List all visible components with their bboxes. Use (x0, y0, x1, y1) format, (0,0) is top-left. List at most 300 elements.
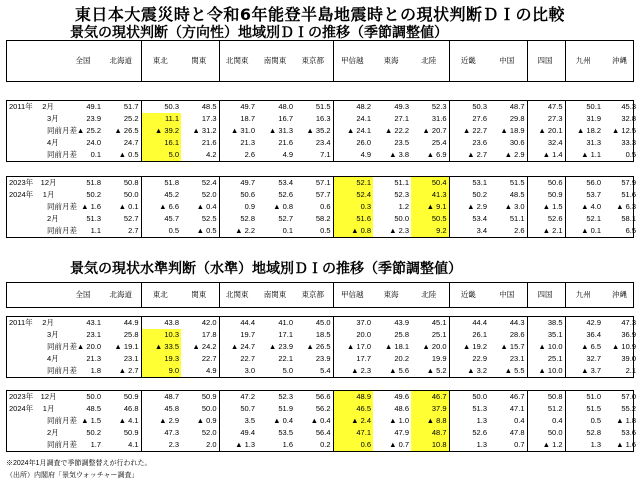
table-cell: ▲ 1.5 (527, 201, 565, 213)
table-cell: ▲ 20.7 (422, 126, 447, 135)
table-cell: ▲ 20.0 (422, 342, 447, 351)
table-cell: 22.9 (449, 353, 489, 365)
table-cell: 52.6 (449, 427, 489, 439)
table-row (7, 365, 638, 377)
table-cell: ▲ 2.7 (449, 149, 489, 161)
table-cell: 16.7 (278, 114, 293, 123)
table-cell: 23.1 (86, 330, 101, 339)
table-cell: 51.1 (394, 178, 409, 187)
table-cell: ▲ 4.1 (118, 416, 139, 425)
column-header: 南関東 (263, 56, 287, 65)
table-cell: 56.6 (315, 392, 331, 401)
row-label: 同前月差 (47, 416, 77, 425)
table-row (7, 403, 638, 415)
section-title-direction: 景気の現状判断（方向性）地域別ＤＩの推移（季節調整値） (70, 25, 448, 41)
table-cell: 57.1 (315, 178, 331, 187)
table-cell: 49.3 (394, 102, 409, 111)
table-cell: 48.6 (394, 404, 409, 413)
table-cell: 57.0 (621, 392, 636, 401)
table-cell: 50.0 (123, 190, 139, 199)
table-cell: 44.4 (219, 317, 257, 329)
table-cell: ▲ 3.2 (449, 365, 489, 377)
table-cell: 50.8 (123, 178, 139, 187)
table-cell: 30.6 (509, 138, 525, 147)
table-cell: ▲ 2.9 (449, 201, 489, 213)
table-cell: 0.9 (219, 201, 257, 213)
table-cell: ▲ 0.4 (196, 202, 217, 211)
table-cell: ▲ 2.2 (219, 225, 257, 237)
table-cell: 20.2 (394, 354, 409, 363)
table-cell: 50.8 (527, 391, 565, 403)
table-cell: 0.4 (514, 416, 525, 425)
table-cell: 18.5 (315, 330, 331, 339)
table-cell: 52.0 (201, 190, 217, 199)
table-cell: 9.2 (411, 225, 449, 237)
table-cell: ▲ 6.9 (426, 150, 447, 159)
table-cell: 2.6 (514, 226, 525, 235)
table-cell: 53.6 (621, 428, 636, 437)
section-title-level: 景気の現状水準判断（水準）地域別ＤＩの推移（季節調整値） (70, 261, 462, 277)
table-cell: ▲ 5.2 (426, 366, 447, 375)
table-cell: ▲ 1.5 (81, 416, 101, 425)
table-cell: 45.3 (621, 102, 636, 111)
table-cell: 0.4 (527, 415, 565, 427)
table-cell: ▲ 39.2 (141, 125, 181, 137)
table-cell: 4.9 (333, 149, 373, 161)
table-cell: 24.7 (123, 138, 139, 147)
column-header: 北陸 (421, 290, 437, 299)
table-cell: 51.0 (565, 391, 603, 403)
table-cell: ▲ 24.1 (333, 125, 373, 137)
table-cell: ▲ 6.3 (616, 202, 636, 211)
table-cell: 49.4 (219, 427, 257, 439)
table-cell: 5.0 (141, 149, 181, 161)
table-row (7, 317, 638, 329)
row-label: 4月 (47, 354, 59, 363)
table-cell: 25.8 (394, 330, 409, 339)
table-cell: 1.2 (398, 202, 409, 211)
table-cell: 58.2 (315, 214, 331, 223)
table-cell: 50.2 (449, 189, 489, 201)
table-row (7, 113, 638, 125)
table-cell: 21.6 (201, 138, 217, 147)
table-cell: 50.9 (123, 428, 139, 437)
column-header: 中国 (499, 290, 515, 299)
table-cell: 51.5 (315, 102, 331, 111)
table-cell: 50.9 (527, 189, 565, 201)
table-cell: ▲ 35.2 (306, 126, 331, 135)
table-cell: 23.9 (315, 354, 331, 363)
level-block-2011 (6, 316, 634, 378)
table-cell: ▲ 2.7 (118, 366, 139, 375)
table-cell: 52.7 (278, 214, 293, 223)
table-cell: 57.9 (621, 178, 636, 187)
table-cell: 21.3 (86, 354, 101, 363)
table-row (7, 213, 638, 225)
table-cell: 20.0 (333, 329, 373, 341)
table-cell: 51.6 (333, 213, 373, 225)
table-cell: 56.2 (315, 404, 331, 413)
table-cell: ▲ 1.1 (565, 149, 603, 161)
table-cell: ▲ 0.4 (310, 416, 331, 425)
column-header: 四国 (527, 41, 565, 81)
table-cell: 19.7 (219, 329, 257, 341)
column-header: 中国 (499, 56, 515, 65)
row-label: 同前月差 (47, 342, 77, 351)
table-cell: 52.6 (278, 190, 293, 199)
table-cell: 25.8 (123, 330, 139, 339)
column-header: 九州 (565, 283, 603, 307)
level-block-2024 (6, 390, 634, 452)
table-cell: 47.1 (333, 427, 373, 439)
column-header: 東北 (141, 283, 181, 307)
table-cell: 5.0 (282, 366, 293, 375)
table-cell: 43.9 (394, 318, 409, 327)
column-header: 沖縄 (612, 56, 627, 65)
table-cell: 23.1 (509, 354, 525, 363)
table-cell: ▲ 1.4 (527, 149, 565, 161)
level-header (6, 282, 634, 308)
note-source: （出所）内閣府「景気ウォッチャー調査」 (6, 472, 139, 479)
table-cell: 36.4 (565, 329, 603, 341)
table-cell: 50.2 (86, 190, 101, 199)
table-cell: 56.4 (315, 428, 331, 437)
table-cell: 47.2 (219, 391, 257, 403)
table-cell: 17.7 (333, 353, 373, 365)
table-cell: 50.3 (449, 101, 489, 113)
table-cell: ▲ 24.2 (192, 342, 217, 351)
table-cell: 32.7 (565, 353, 603, 365)
table-cell: ▲ 9.1 (411, 201, 449, 213)
table-cell: ▲ 0.4 (273, 416, 293, 425)
table-cell: 52.8 (219, 213, 257, 225)
direction-block-2024 (6, 176, 634, 238)
table-cell: 0.5 (141, 225, 181, 237)
table-cell: 0.6 (320, 202, 331, 211)
table-cell: 23.4 (315, 138, 331, 147)
row-label: 2011年 2月 (9, 102, 54, 111)
table-cell: ▲ 0.7 (389, 440, 409, 449)
table-cell: ▲ 10.0 (527, 341, 565, 353)
row-label: 同前月差 (47, 126, 77, 135)
row-label: 同前月差 (47, 150, 77, 159)
table-cell: 47.5 (527, 101, 565, 113)
table-cell: 50.4 (411, 177, 449, 189)
column-header: 関東 (191, 290, 207, 299)
table-cell: 51.5 (509, 178, 525, 187)
table-row (7, 341, 638, 353)
table-cell: 7.1 (320, 150, 331, 159)
table-cell: 26.1 (449, 329, 489, 341)
table-cell: ▲ 1.0 (389, 416, 409, 425)
table-cell: 39.0 (621, 354, 636, 363)
table-cell: 6.5 (625, 226, 636, 235)
table-cell: 50.0 (86, 392, 101, 401)
table-cell: 1.3 (449, 439, 489, 451)
table-cell: 43.1 (86, 318, 101, 327)
table-cell: 49.6 (394, 392, 409, 401)
table-cell: 52.3 (394, 190, 409, 199)
table-cell: 46.5 (333, 403, 373, 415)
row-label: 同前月差 (47, 226, 77, 235)
table-cell: 48.7 (411, 427, 449, 439)
table-cell: 44.4 (449, 317, 489, 329)
direction-block-2011 (6, 100, 634, 162)
table-cell: 51.3 (449, 403, 489, 415)
table-cell: 1.8 (90, 366, 101, 375)
table-cell: ▲ 31.2 (192, 126, 217, 135)
table-cell: ▲ 2.4 (333, 415, 373, 427)
table-cell: ▲ 3.0 (504, 202, 525, 211)
table-cell: 1.3 (565, 439, 603, 451)
table-row (7, 149, 638, 161)
table-cell: 2.7 (128, 226, 139, 235)
table-cell: ▲ 0.9 (196, 416, 217, 425)
column-header: 近畿 (449, 283, 489, 307)
table-cell: ▲ 0.1 (565, 225, 603, 237)
column-header: 北陸 (421, 56, 437, 65)
column-header: 北海道 (109, 56, 132, 65)
column-header: 東京都 (301, 290, 324, 299)
table-cell: 29.8 (509, 114, 525, 123)
table-cell: 58.1 (621, 214, 636, 223)
table-cell: 18.7 (219, 113, 257, 125)
table-cell: 51.8 (141, 177, 181, 189)
table-cell: 51.6 (621, 190, 636, 199)
table-cell: 0.7 (514, 440, 525, 449)
column-header: 北関東 (219, 41, 257, 81)
row-label: 2月 (47, 428, 59, 437)
table-cell: 45.2 (141, 189, 181, 201)
table-cell: 44.3 (509, 318, 525, 327)
table-cell: 37.0 (333, 317, 373, 329)
table-cell: 47.9 (394, 428, 409, 437)
table-cell: 31.3 (565, 137, 603, 149)
table-cell: 5.4 (320, 366, 331, 375)
table-cell: 50.3 (141, 101, 181, 113)
table-cell: ▲ 22.2 (384, 126, 409, 135)
table-cell: 53.4 (449, 213, 489, 225)
table-cell: 11.1 (141, 113, 181, 125)
table-cell: 10.8 (411, 439, 449, 451)
column-header: 北関東 (219, 283, 257, 307)
table-cell: ▲ 1.2 (527, 439, 565, 451)
table-cell: 47.3 (621, 318, 636, 327)
table-cell: 45.0 (315, 318, 331, 327)
table-cell: ▲ 2.9 (141, 415, 181, 427)
table-cell: 48.0 (278, 102, 293, 111)
table-cell: 46.7 (411, 391, 449, 403)
table-cell: 23.5 (394, 138, 409, 147)
column-header: 甲信越 (333, 41, 373, 81)
table-cell: ▲ 24.7 (219, 341, 257, 353)
table-cell: 21.3 (219, 137, 257, 149)
table-cell: 1.1 (90, 226, 101, 235)
table-cell: 48.9 (333, 391, 373, 403)
table-cell: 51.1 (509, 214, 525, 223)
table-cell: 31.9 (565, 113, 603, 125)
table-cell: 52.1 (333, 177, 373, 189)
table-row (7, 189, 638, 201)
table-cell: 3.0 (219, 365, 257, 377)
table-cell: 48.2 (333, 101, 373, 113)
table-cell: 53.1 (449, 177, 489, 189)
table-cell: 0.5 (320, 226, 331, 235)
table-cell: 35.1 (527, 329, 565, 341)
table-cell: 25.1 (431, 330, 447, 339)
table-cell: 0.5 (625, 150, 636, 159)
table-cell: 51.8 (86, 178, 101, 187)
table-cell: 0.2 (320, 440, 331, 449)
direction-header (6, 40, 634, 82)
table-row (7, 225, 638, 237)
table-cell: 43.8 (141, 317, 181, 329)
table-cell: 17.8 (201, 330, 217, 339)
table-cell: 47.3 (141, 427, 181, 439)
table-cell: ▲ 18.2 (565, 125, 603, 137)
column-header: 南関東 (263, 290, 287, 299)
table-cell: ▲ 18.9 (500, 126, 525, 135)
table-cell: 47.8 (509, 428, 525, 437)
table-cell: 17.1 (278, 330, 293, 339)
table-cell: 50.9 (201, 392, 217, 401)
table-cell: ▲ 26.5 (114, 126, 139, 135)
table-cell: 50.1 (565, 101, 603, 113)
page-title: 東日本大震災時と令和6年能登半島地震時との現状判断ＤＩの比較 (74, 5, 566, 24)
table-cell: 47.1 (509, 404, 525, 413)
table-cell: 52.3 (431, 102, 447, 111)
column-header: 近畿 (449, 41, 489, 81)
table-cell: 9.0 (141, 365, 181, 377)
row-label: 2024年 1月 (9, 404, 55, 413)
table-cell: 10.3 (141, 329, 181, 341)
column-header: 沖縄 (612, 290, 627, 299)
table-cell: ▲ 0.8 (273, 202, 293, 211)
table-cell: 19.9 (431, 354, 447, 363)
table-cell: 22.1 (278, 354, 293, 363)
table-cell: 50.0 (527, 427, 565, 439)
table-cell: 25.2 (123, 114, 139, 123)
table-cell: 52.6 (527, 213, 565, 225)
row-label: 3月 (47, 114, 59, 123)
table-cell: 2.6 (219, 149, 257, 161)
table-cell: 46.7 (509, 392, 525, 401)
table-cell: 41.0 (278, 318, 293, 327)
table-cell: 1.3 (449, 415, 489, 427)
table-cell: 4.9 (206, 366, 217, 375)
table-cell: ▲ 1.6 (616, 440, 636, 449)
table-cell: 50.7 (219, 403, 257, 415)
table-cell: 52.4 (333, 189, 373, 201)
row-label: 3月 (47, 330, 59, 339)
table-cell: ▲ 6.5 (565, 341, 603, 353)
table-row (7, 201, 638, 213)
table-row (7, 353, 638, 365)
table-cell: ▲ 20.1 (527, 125, 565, 137)
table-cell: ▲ 1.6 (81, 202, 101, 211)
table-cell: 22.7 (201, 354, 217, 363)
table-cell: ▲ 4.0 (565, 201, 603, 213)
column-header: 東海 (383, 290, 399, 299)
table-cell: ▲ 5.5 (504, 366, 525, 375)
table-cell: 49.1 (86, 102, 101, 111)
table-row (7, 125, 638, 137)
table-cell: 52.7 (123, 214, 139, 223)
table-cell: 52.5 (201, 214, 217, 223)
table-cell: 51.3 (86, 214, 101, 223)
table-cell: 1.7 (90, 440, 101, 449)
table-cell: 41.3 (411, 189, 449, 201)
table-cell: 27.3 (527, 113, 565, 125)
table-cell: 48.5 (509, 190, 525, 199)
table-cell: ▲ 2.3 (389, 226, 409, 235)
table-cell: ▲ 26.5 (306, 342, 331, 351)
table-cell: 32.8 (621, 114, 636, 123)
table-cell: 16.3 (315, 114, 331, 123)
table-cell: 50.2 (86, 428, 101, 437)
table-cell: 52.1 (565, 213, 603, 225)
table-cell: 0.3 (333, 201, 373, 213)
table-cell: 19.3 (141, 353, 181, 365)
row-label: 2011年 2月 (9, 318, 54, 327)
table-cell: 3.5 (219, 415, 257, 427)
column-header: 全国 (75, 290, 91, 299)
table-cell: 32.4 (527, 137, 565, 149)
table-cell: 50.6 (527, 177, 565, 189)
table-cell: ▲ 22.7 (449, 125, 489, 137)
table-cell: 46.8 (123, 404, 139, 413)
table-cell: 52.4 (201, 178, 217, 187)
table-cell: 57.7 (315, 190, 331, 199)
table-cell: ▲ 23.9 (268, 342, 293, 351)
table-cell: 51.9 (278, 404, 293, 413)
table-cell: ▲ 5.6 (389, 366, 409, 375)
column-header: 九州 (565, 41, 603, 81)
table-cell: 51.7 (123, 102, 139, 111)
table-row (7, 101, 638, 113)
table-cell: 0.6 (333, 439, 373, 451)
column-header: 関東 (191, 56, 207, 65)
table-cell: 48.7 (509, 102, 525, 111)
table-cell: 53.5 (278, 428, 293, 437)
table-cell: 24.0 (86, 138, 101, 147)
table-cell: 52.3 (278, 392, 293, 401)
table-cell: 4.2 (206, 150, 217, 159)
table-cell: 53.7 (565, 189, 603, 201)
row-label: 2023年 12月 (9, 392, 57, 401)
table-cell: ▲ 15.7 (500, 342, 525, 351)
table-cell: 27.1 (394, 114, 409, 123)
table-cell: 2.1 (625, 366, 636, 375)
table-cell: 23.9 (86, 114, 101, 123)
header-corner (7, 41, 65, 81)
table-cell: 21.6 (278, 138, 293, 147)
table-cell: ▲ 0.1 (118, 202, 139, 211)
table-cell: 3.4 (449, 225, 489, 237)
table-cell: ▲ 10.9 (611, 342, 636, 351)
column-header: 四国 (527, 283, 565, 307)
table-cell: 4.9 (282, 150, 293, 159)
table-cell: ▲ 19.2 (449, 341, 489, 353)
note-seasonal: ※2024年1月調査で季節調整替えが行われた。 (6, 460, 152, 467)
table-cell: 42.9 (565, 317, 603, 329)
table-cell: ▲ 8.8 (411, 415, 449, 427)
table-cell: 48.5 (201, 102, 217, 111)
table-cell: 1.6 (282, 440, 293, 449)
table-cell: 24.1 (333, 113, 373, 125)
table-cell: 45.1 (431, 318, 447, 327)
table-cell: ▲ 0.8 (333, 225, 373, 237)
